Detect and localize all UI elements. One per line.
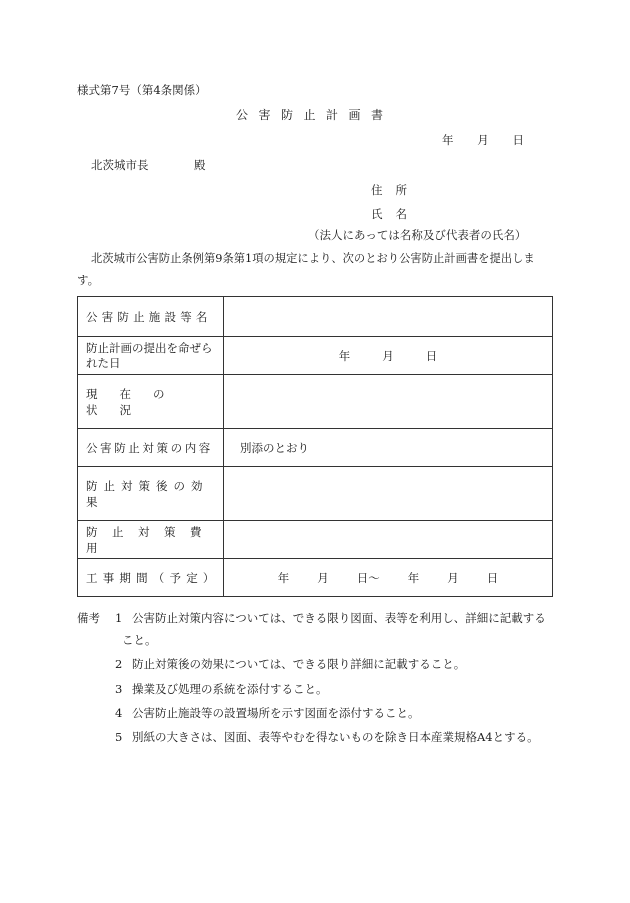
addressee-honorific: 殿 — [194, 158, 206, 172]
note-number: 2 — [115, 657, 123, 671]
period-start-year: 年 — [277, 570, 290, 585]
note-text: 公害防止施設等の設置場所を示す図面を添付すること。 — [132, 706, 420, 720]
note-text: 公害防止対策内容については、できる限り図面、表等を利用し、詳細に記載する — [132, 611, 546, 625]
row-label: 防止計画の提出を命ぜられた日 — [78, 337, 224, 375]
date-month: 月 — [477, 133, 489, 147]
plan-table — [77, 296, 553, 597]
current-status-cell — [224, 375, 553, 429]
date-year: 年 — [442, 133, 454, 147]
row-label: 防止対策費用 — [78, 521, 224, 559]
note-text: こと。 — [122, 633, 157, 647]
row-label: 公害防止施設等名 — [78, 297, 224, 337]
period-end-month: 月 — [447, 570, 459, 585]
table-row — [78, 429, 553, 467]
form-number: 様式第7号（第4条関係） — [77, 83, 207, 97]
address-label: 住所 — [371, 183, 420, 197]
note-number: 1 — [115, 611, 123, 625]
table-row — [78, 467, 553, 521]
corporate-note: （法人にあっては名称及び代表者の氏名） — [308, 228, 527, 242]
effect-cell — [224, 467, 553, 521]
addressee-name: 北茨城市長 — [91, 158, 149, 172]
intro-text-line1: 北茨城市公害防止条例第9条第1項の規定により、次のとおり公害防止計画書を提出しま — [91, 252, 535, 265]
table-row — [78, 521, 553, 559]
note-number: 5 — [115, 730, 123, 744]
document-title: 公害防止計画書 — [236, 108, 394, 122]
row-label: 防止対策後の効果 — [78, 467, 224, 521]
intro-text-line2: す。 — [77, 273, 100, 287]
facility-name-cell — [224, 297, 553, 337]
table-row — [78, 559, 553, 597]
period-start-month: 月 — [317, 570, 329, 585]
order-date-month: 月 — [382, 348, 394, 363]
note-text: 操業及び処理の系統を添付すること。 — [132, 682, 328, 696]
row-label: 現在の状況 — [78, 375, 224, 429]
period-start-day: 日～ — [356, 570, 380, 585]
note-number: 3 — [115, 682, 123, 696]
measures-content-cell: 別添のとおり — [224, 429, 553, 467]
note-number: 4 — [115, 706, 123, 720]
row-label: 公害防止対策の内容 — [78, 429, 224, 467]
order-date-year: 年 — [338, 348, 351, 363]
order-date-cell — [224, 337, 553, 375]
date-day: 日 — [512, 133, 524, 147]
note-text: 防止対策後の効果については、できる限り詳細に記載すること。 — [132, 657, 466, 671]
note-text: 別紙の大きさは、図面、表等やむを得ないものを除き日本産業規格A4とする。 — [132, 730, 539, 744]
table-row — [78, 337, 553, 375]
submission-date — [442, 133, 524, 147]
name-label: 氏名 — [371, 207, 420, 221]
table-row — [78, 375, 553, 429]
construction-period-cell — [224, 559, 553, 597]
table-row — [78, 297, 553, 337]
notes-heading: 備考 — [77, 611, 100, 625]
row-label: 工事期間（予定） — [78, 559, 224, 597]
order-date-day: 日 — [425, 348, 438, 363]
cost-cell — [224, 521, 553, 559]
period-end-day: 日 — [486, 570, 499, 585]
period-end-year: 年 — [407, 570, 420, 585]
